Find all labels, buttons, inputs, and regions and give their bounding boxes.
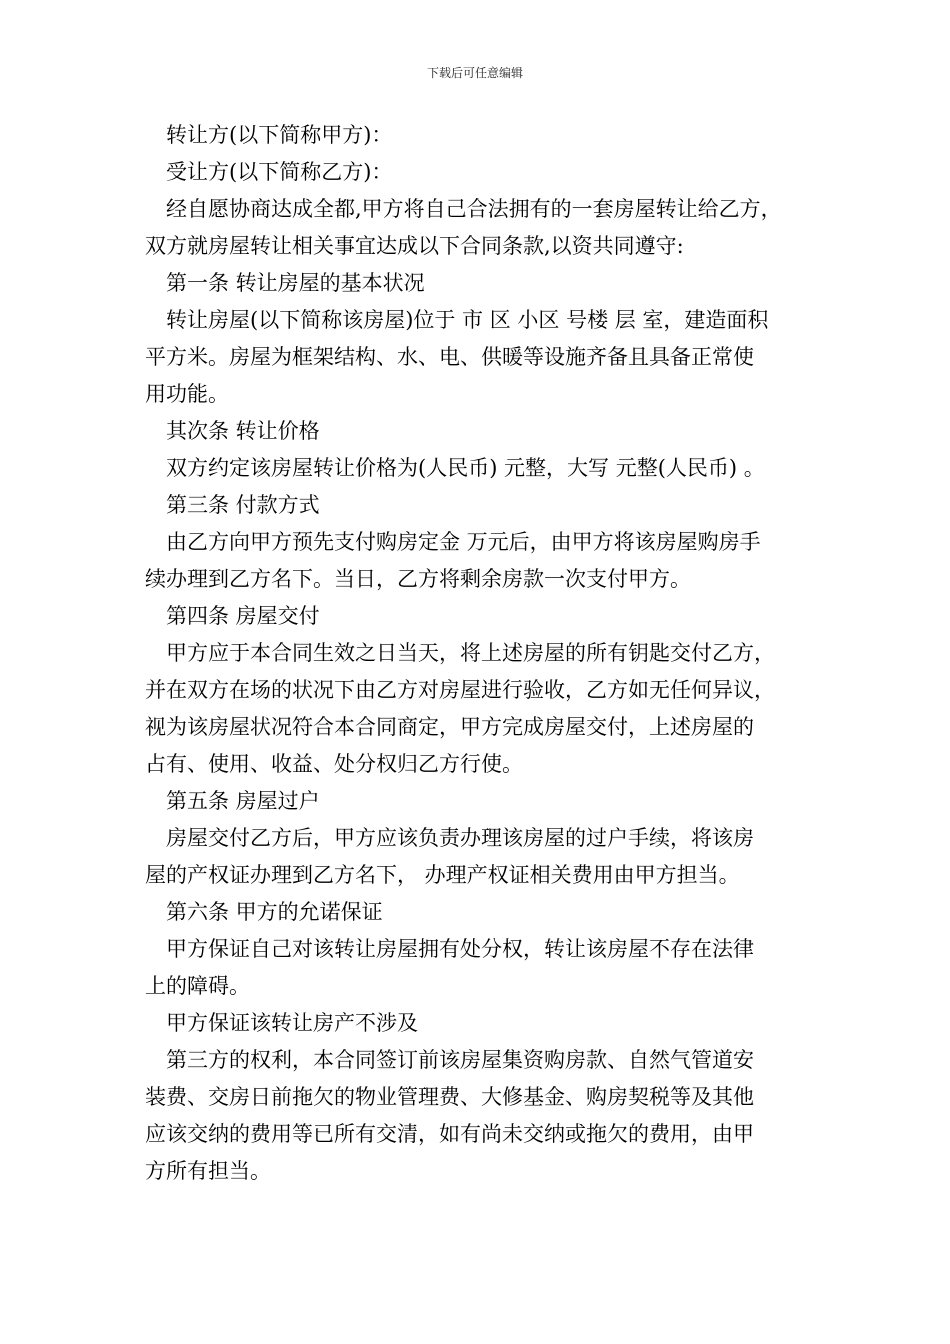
section-heading: 第三条 付款方式 [166,493,320,517]
paragraph-line: 视为该房屋状况符合本合同商定，甲方完成房屋交付，上述房屋的 [145,715,754,739]
paragraph-line: 由乙方向甲方预先支付购房定金 万元后，由甲方将该房屋购房手 [166,530,761,554]
section-heading: 其次条 转让价格 [166,419,320,443]
paragraph-line: 占有、使用、收益、处分权归乙方行使。 [145,752,523,776]
paragraph-line: 上的障碍。 [145,974,250,998]
paragraph-line: 转让房屋(以下简称该房屋)位于 市 区 小区 号楼 层 室，建造面积 [166,308,769,332]
paragraph-line: 双方约定该房屋转让价格为(人民币) 元整，大写 元整(人民币) 。 [166,456,765,480]
paragraph-line: 并在双方在场的状况下由乙方对房屋进行验收，乙方如无任何异议， [145,678,775,702]
section-heading: 第一条 转让房屋的基本状况 [166,271,425,295]
paragraph-line: 转让方(以下简称甲方)： [166,123,393,147]
paragraph-line: 房屋交付乙方后，甲方应该负责办理该房屋的过户手续，将该房 [166,826,754,850]
section-heading: 第五条 房屋过户 [166,789,320,813]
document-body [145,117,825,1190]
page-header: 下载后可任意编辑 [426,66,523,80]
paragraph-line: 平方米。房屋为框架结构、水、电、供暖等设施齐备且具备正常使 [145,345,754,369]
paragraph-line: 受让方(以下简称乙方)： [166,160,393,184]
paragraph-line: 屋的产权证办理到乙方名下， 办理产权证相关费用由甲方担当。 [145,863,740,887]
paragraph-line: 甲方保证自己对该转让房屋拥有处分权，转让该房屋不存在法律 [166,937,754,961]
paragraph-line: 续办理到乙方名下。当日，乙方将剩余房款一次支付甲方。 [145,567,691,591]
paragraph-line: 方所有担当。 [145,1159,271,1183]
paragraph-line: 甲方保证该转让房产不涉及 [166,1011,418,1035]
paragraph-line: 应该交纳的费用等已所有交清，如有尚未交纳或拖欠的费用，由甲 [145,1122,754,1146]
section-heading: 第六条 甲方的允诺保证 [166,900,383,924]
paragraph-line: 双方就房屋转让相关事宜达成以下合同条款,以资共同遵守: [145,234,684,258]
section-heading: 第四条 房屋交付 [166,604,320,628]
paragraph-line: 甲方应于本合同生效之日当天，将上述房屋的所有钥匙交付乙方， [166,641,775,665]
paragraph-line: 经自愿协商达成全都,甲方将自己合法拥有的一套房屋转让给乙方， [166,197,782,221]
paragraph-line: 用功能。 [145,382,229,406]
paragraph-line: 第三方的权利，本合同签订前该房屋集资购房款、自然气管道安 [166,1048,754,1072]
paragraph-line: 装费、交房日前拖欠的物业管理费、大修基金、购房契税等及其他 [145,1085,754,1109]
